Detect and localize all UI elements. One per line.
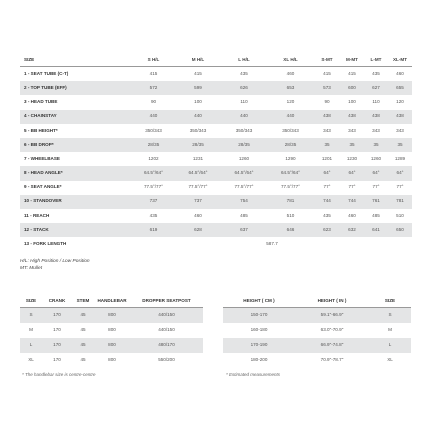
table-cell: 550/200	[158, 357, 175, 363]
fit-header: HEIGHT ( CM )	[243, 298, 275, 304]
table-cell: 460	[194, 212, 202, 218]
table-cell: 800	[108, 327, 116, 333]
table-cell: M	[29, 327, 33, 333]
table-cell: 460	[396, 70, 404, 76]
table-cell: 653	[286, 84, 295, 90]
geometry-header: L-MT	[370, 56, 382, 62]
table-row	[20, 209, 412, 223]
table-cell: 485	[240, 212, 248, 218]
table-cell: 64.5°/64°	[280, 170, 300, 176]
table-cell: 35	[349, 141, 355, 147]
table-cell: 350/343	[282, 127, 299, 133]
table-cell: 1201	[321, 155, 333, 161]
note-mt: MT: Mullet	[20, 266, 43, 272]
table-cell: 800	[108, 312, 116, 318]
table-cell: 350/343	[235, 127, 253, 133]
table-cell: S	[29, 312, 33, 318]
geometry-header: XL-MT	[392, 56, 408, 62]
table-cell: 343	[372, 127, 380, 133]
table-cell: 572	[149, 84, 158, 90]
table-cell: 120	[396, 99, 404, 105]
row-label: 8 - HEAD ANGLE*	[24, 170, 63, 176]
table-cell: 737	[149, 198, 158, 204]
table-cell: 66.9"-74.8"	[320, 342, 344, 348]
table-cell: 170-190	[250, 342, 268, 348]
table-row	[20, 138, 412, 152]
table-cell: L	[388, 342, 392, 348]
table-cell: 77.5°/77°	[234, 184, 254, 190]
table-cell: 64.5°/64°	[234, 170, 254, 176]
table-cell: 77.5°/77°	[188, 184, 208, 190]
table-cell: 415	[323, 70, 331, 76]
table-cell: 626	[240, 84, 248, 90]
table-cell: 1230	[346, 155, 358, 161]
table-cell: 77°	[372, 184, 380, 190]
table-cell: 45	[80, 357, 86, 363]
table-row	[223, 308, 411, 323]
row-label: 11 - REACH	[24, 212, 50, 218]
components-header: DROPPER SEATPOST	[142, 298, 191, 304]
table-cell: 1289	[394, 155, 406, 161]
table-cell: 170	[53, 342, 61, 348]
table-cell: XL	[28, 357, 34, 363]
components-table	[20, 296, 203, 368]
table-cell: 350/343	[145, 127, 162, 133]
table-cell: 35	[324, 141, 330, 147]
components-header: STEM	[76, 298, 90, 304]
table-cell: 100	[348, 99, 356, 105]
table-cell: 415	[194, 70, 202, 76]
table-cell: 800	[108, 342, 116, 348]
table-cell: 77°	[323, 184, 331, 190]
table-row	[20, 67, 412, 81]
table-cell: 655	[396, 84, 404, 90]
table-cell: 438	[348, 113, 356, 119]
table-cell: 744	[323, 198, 331, 204]
table-cell: 646	[286, 226, 295, 232]
row-label: 13 - FORK LENGTH	[24, 241, 67, 247]
row-label: 7 - WHEELBASE	[24, 155, 60, 161]
row-label: 2 - TOP TUBE (EFF)	[24, 84, 67, 90]
table-cell: 619	[149, 226, 158, 232]
table-cell: 28/35	[147, 141, 160, 147]
table-cell: 343	[323, 127, 331, 133]
table-cell: 438	[396, 113, 404, 119]
table-cell: 440	[194, 113, 202, 119]
geometry-header: L H/L	[238, 56, 250, 62]
row-label: 6 - BB DROP*	[24, 141, 54, 147]
table-cell: 64°	[348, 170, 356, 176]
table-cell: 435	[372, 70, 380, 76]
table-cell: 573	[323, 84, 331, 90]
table-row	[223, 323, 411, 338]
row-label: 3 - HEAD TUBE	[24, 99, 58, 105]
table-cell: 623	[323, 226, 331, 232]
table-cell: 440	[149, 113, 158, 119]
table-row	[223, 353, 411, 368]
table-cell: 744	[348, 198, 356, 204]
table-cell: 435	[323, 212, 331, 218]
geometry-header: M H/L	[191, 56, 205, 62]
table-cell: 77°	[348, 184, 356, 190]
table-cell: 754	[240, 198, 248, 204]
table-cell: 90	[324, 99, 330, 105]
table-cell: 1231	[192, 155, 204, 161]
table-cell: 781	[396, 198, 404, 204]
geometry-header-size: SIZE	[24, 56, 35, 62]
table-cell: 110	[372, 99, 380, 105]
table-cell: 35	[373, 141, 379, 147]
row-label: 4 - CHAINSTAY	[24, 113, 57, 119]
table-cell: L	[29, 342, 33, 348]
table-row	[20, 95, 412, 109]
table-cell: 460	[348, 212, 356, 218]
geometry-notes	[20, 258, 90, 272]
table-cell: 1260	[238, 155, 250, 161]
table-cell: 28/35	[192, 141, 204, 147]
fit-header-row	[223, 296, 411, 308]
table-cell: 90	[150, 99, 157, 105]
row-label: 5 - BB HEIGHT*	[24, 127, 58, 133]
table-row	[20, 181, 412, 195]
table-cell: 45	[80, 327, 86, 333]
table-cell: 641	[372, 226, 380, 232]
table-cell: 77.5°/77°	[143, 184, 163, 190]
table-row	[20, 81, 412, 95]
table-cell: 70.9"-78.7"	[320, 357, 344, 363]
fit-header: SIZE	[384, 298, 396, 304]
table-cell: 45	[80, 312, 86, 318]
geometry-header: M-MT	[346, 56, 358, 62]
table-cell: 781	[286, 198, 295, 204]
components-header: SIZE	[25, 298, 37, 304]
table-cell: 170	[53, 312, 61, 318]
table-cell: 627	[372, 84, 380, 90]
table-cell: 587.7	[266, 241, 278, 247]
table-row	[20, 152, 412, 166]
table-cell: 632	[348, 226, 356, 232]
table-row	[20, 323, 203, 338]
components-header: HANDLEBAR	[97, 298, 127, 304]
table-row	[20, 338, 203, 353]
row-label: 9 - SEAT ANGLE*	[24, 184, 62, 190]
row-label: 1 - SEAT TUBE (C-T)	[24, 70, 69, 76]
table-cell: 650	[396, 226, 404, 232]
table-cell: 77.5°/77°	[280, 184, 300, 190]
table-cell: 350/343	[189, 127, 207, 133]
table-cell: 628	[194, 226, 202, 232]
table-row	[20, 195, 412, 209]
table-row	[20, 124, 412, 138]
fit-footnote: * Estimated measurements	[226, 372, 281, 377]
table-cell: 100	[194, 99, 202, 105]
table-cell: 28/35	[284, 141, 297, 147]
table-row	[20, 166, 412, 180]
geometry-table	[20, 54, 412, 251]
table-cell: 438	[372, 113, 380, 119]
table-cell: 415	[348, 70, 356, 76]
row-label: 12 - STACK	[24, 226, 49, 232]
table-cell: 600	[348, 84, 356, 90]
table-row	[223, 338, 411, 353]
table-cell: 45	[80, 342, 86, 348]
table-row	[20, 353, 203, 368]
geometry-header-row	[20, 54, 412, 67]
table-cell: 64°	[396, 170, 404, 176]
table-row	[20, 223, 412, 237]
table-cell: 1290	[285, 155, 296, 161]
table-cell: 59.1"-66.9"	[320, 312, 344, 318]
table-cell: 170	[53, 357, 61, 363]
table-cell: 438	[323, 113, 331, 119]
table-cell: 761	[372, 198, 380, 204]
table-cell: S	[388, 312, 392, 318]
table-cell: 435	[240, 70, 248, 76]
table-cell: 440	[240, 113, 248, 119]
table-cell: 343	[348, 127, 356, 133]
table-cell: 415	[149, 70, 158, 76]
table-cell: 150-170	[250, 312, 268, 318]
table-cell: 637	[240, 226, 248, 232]
table-cell: 63.0"-70.9"	[320, 327, 344, 333]
table-cell: 64°	[323, 170, 331, 176]
table-cell: M	[388, 327, 392, 333]
geometry-header: XL H/L	[283, 56, 298, 62]
table-row	[20, 110, 412, 124]
table-cell: 737	[194, 198, 202, 204]
components-footnote: * The handlebar size is centre-centre	[22, 372, 96, 377]
fit-table	[223, 296, 411, 368]
table-cell: 480/170	[158, 342, 175, 348]
table-cell: 460	[286, 70, 295, 76]
table-cell: 120	[286, 99, 295, 105]
table-cell: 64.5°/64°	[188, 170, 208, 176]
table-cell: 440	[286, 113, 295, 119]
table-cell: 435	[149, 212, 158, 218]
row-label: 10 - STANDOVER	[24, 198, 62, 204]
table-cell: 110	[240, 99, 248, 105]
table-cell: 343	[396, 127, 404, 133]
table-cell: 28/35	[238, 141, 250, 147]
geometry-header: S-MT	[321, 56, 333, 62]
table-cell: 510	[286, 212, 295, 218]
note-hl: H/L: High Position / Low Position	[20, 259, 90, 264]
table-cell: 800	[108, 357, 116, 363]
components-header-row	[20, 296, 203, 308]
table-cell: 599	[194, 84, 202, 90]
table-cell: 64.5°/64°	[143, 170, 163, 176]
table-row	[20, 237, 412, 251]
table-row	[20, 308, 203, 323]
components-header: CRANK	[48, 298, 66, 304]
geometry-header: S H/L	[147, 56, 160, 62]
table-cell: 180-200	[250, 357, 268, 363]
table-cell: XL	[387, 357, 393, 363]
table-cell: 160-180	[250, 327, 268, 333]
table-cell: 485	[372, 212, 380, 218]
table-cell: 1260	[370, 155, 382, 161]
table-cell: 77°	[396, 184, 404, 190]
table-cell: 440/150	[158, 327, 175, 333]
table-cell: 170	[53, 327, 61, 333]
table-cell: 64°	[372, 170, 380, 176]
table-cell: 1202	[148, 155, 159, 161]
fit-header: HEIGHT ( IN )	[317, 298, 347, 304]
table-cell: 440/150	[158, 312, 175, 318]
table-cell: 35	[397, 141, 403, 147]
table-cell: 510	[396, 212, 404, 218]
